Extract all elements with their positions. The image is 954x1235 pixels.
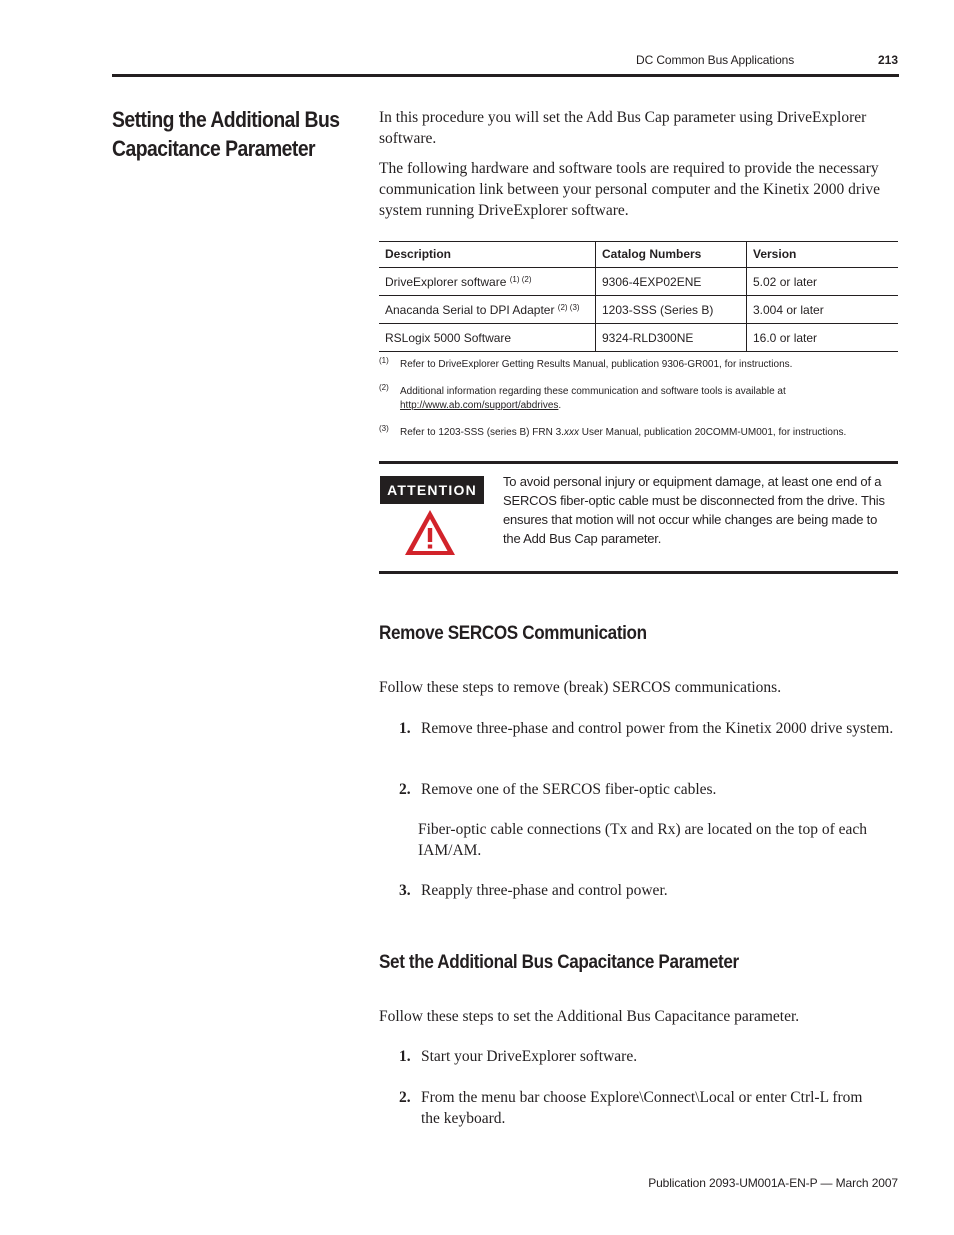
attention-bottom-rule — [379, 571, 898, 574]
remove-sercos-heading: Remove SERCOS Communication — [379, 623, 647, 644]
table-row — [379, 296, 898, 324]
table-cell — [379, 268, 596, 296]
footnote-text: User Manual, publication 20COMM-UM001, for instructions. — [578, 427, 847, 438]
step-text: From the menu bar choose Explore\Connect\Local or enter Ctrl-L from the keyboard. — [421, 1089, 863, 1127]
footnote-marker: (1) — [379, 356, 389, 365]
attention-top-rule — [379, 461, 898, 464]
publication-footer: Publication 2093-UM001A-EN-P — March 2007 — [648, 1176, 898, 1190]
step-number: 3. — [399, 882, 411, 899]
table-cell — [379, 296, 596, 324]
table-cell — [379, 324, 596, 352]
header-rule — [112, 74, 899, 77]
step-text: Start your DriveExplorer software. — [421, 1048, 638, 1065]
footnote-ref: (2) (3) — [557, 302, 580, 312]
description-text: Anacanda Serial to DPI Adapter — [385, 302, 555, 317]
step-text: Reapply three-phase and control power. — [421, 882, 668, 899]
section-title: Setting the Additional Bus Capacitance Parameter — [112, 107, 340, 161]
step-number: 2. — [399, 1089, 411, 1106]
column-header: Description — [379, 242, 596, 268]
column-header: Version — [747, 242, 899, 268]
abdrives-link[interactable]: http://www.ab.com/support/abdrives — [400, 400, 559, 411]
footnote-marker: (3) — [379, 424, 389, 433]
step-text: Remove one of the SERCOS fiber-optic cables. — [421, 781, 717, 798]
table-cell: 5.02 or later — [747, 268, 899, 296]
footnote-text: Refer to 1203-SSS (series B) FRN 3. — [400, 427, 564, 438]
warning-triangle-icon — [403, 508, 457, 562]
description-text: DriveExplorer software — [385, 274, 507, 289]
table-row — [379, 268, 898, 296]
footnote-marker: (2) — [379, 383, 389, 392]
footnote-ref: (1) (2) — [509, 274, 532, 284]
list-item — [399, 1087, 899, 1129]
set-parameter-heading: Set the Additional Bus Capacitance Parameter — [379, 952, 739, 973]
table-cell: 16.0 or later — [747, 324, 899, 352]
tools-table — [379, 241, 898, 352]
remove-sercos-intro: Follow these steps to remove (break) SERCOS communications. — [379, 679, 782, 696]
table-row — [379, 324, 898, 352]
intro-paragraph-1: In this procedure you will set the Add Bus Cap parameter using DriveExplorer software. — [379, 109, 867, 147]
attention-label: ATTENTION — [380, 476, 484, 504]
footnote-italic: xxx — [563, 427, 579, 438]
table-cell: 1203-SSS (Series B) — [596, 296, 747, 324]
table-cell: 9324-RLD300NE — [596, 324, 747, 352]
step-number: 1. — [399, 1048, 411, 1065]
table-cell: 3.004 or later — [747, 296, 899, 324]
footnote-punctuation: . — [558, 400, 562, 411]
list-item — [399, 779, 899, 800]
column-header: Catalog Numbers — [596, 242, 747, 268]
running-header-section: DC Common Bus Applications — [636, 53, 795, 67]
step-note: Fiber-optic cable connections (Tx and Rx) are located on the top of each IAM/AM. — [418, 821, 868, 859]
list-item — [399, 718, 899, 739]
step-text: Remove three-phase and control power from the Kinetix 2000 drive system. — [421, 720, 894, 737]
attention-text: To avoid personal injury or equipment damage, at least one end of a SERCOS fiber-optic cable must be disconnected from the drive. This ensures that motion will not occur while changes are being made to the Add Bus Cap parameter. — [503, 474, 885, 546]
page-number: 213 — [878, 53, 899, 67]
footnote-text: Refer to DriveExplorer Getting Results Manual, publication 9306-GR001, for instructions. — [400, 359, 793, 370]
list-item — [399, 880, 899, 901]
table-header-row — [379, 242, 898, 268]
footnote-text: Additional information regarding these communication and software tools is available at — [400, 386, 786, 397]
table-cell: 9306-4EXP02ENE — [596, 268, 747, 296]
step-number: 1. — [399, 720, 411, 737]
description-text: RSLogix 5000 Software — [385, 330, 512, 345]
set-parameter-intro: Follow these steps to set the Additional Bus Capacitance parameter. — [379, 1008, 800, 1025]
list-item — [399, 1046, 899, 1067]
intro-paragraph-2: The following hardware and software tools are required to provide the necessary communication link between your personal computer and the Kinetix 2000 drive system running DriveExplorer software. — [379, 160, 881, 219]
step-number: 2. — [399, 781, 411, 798]
